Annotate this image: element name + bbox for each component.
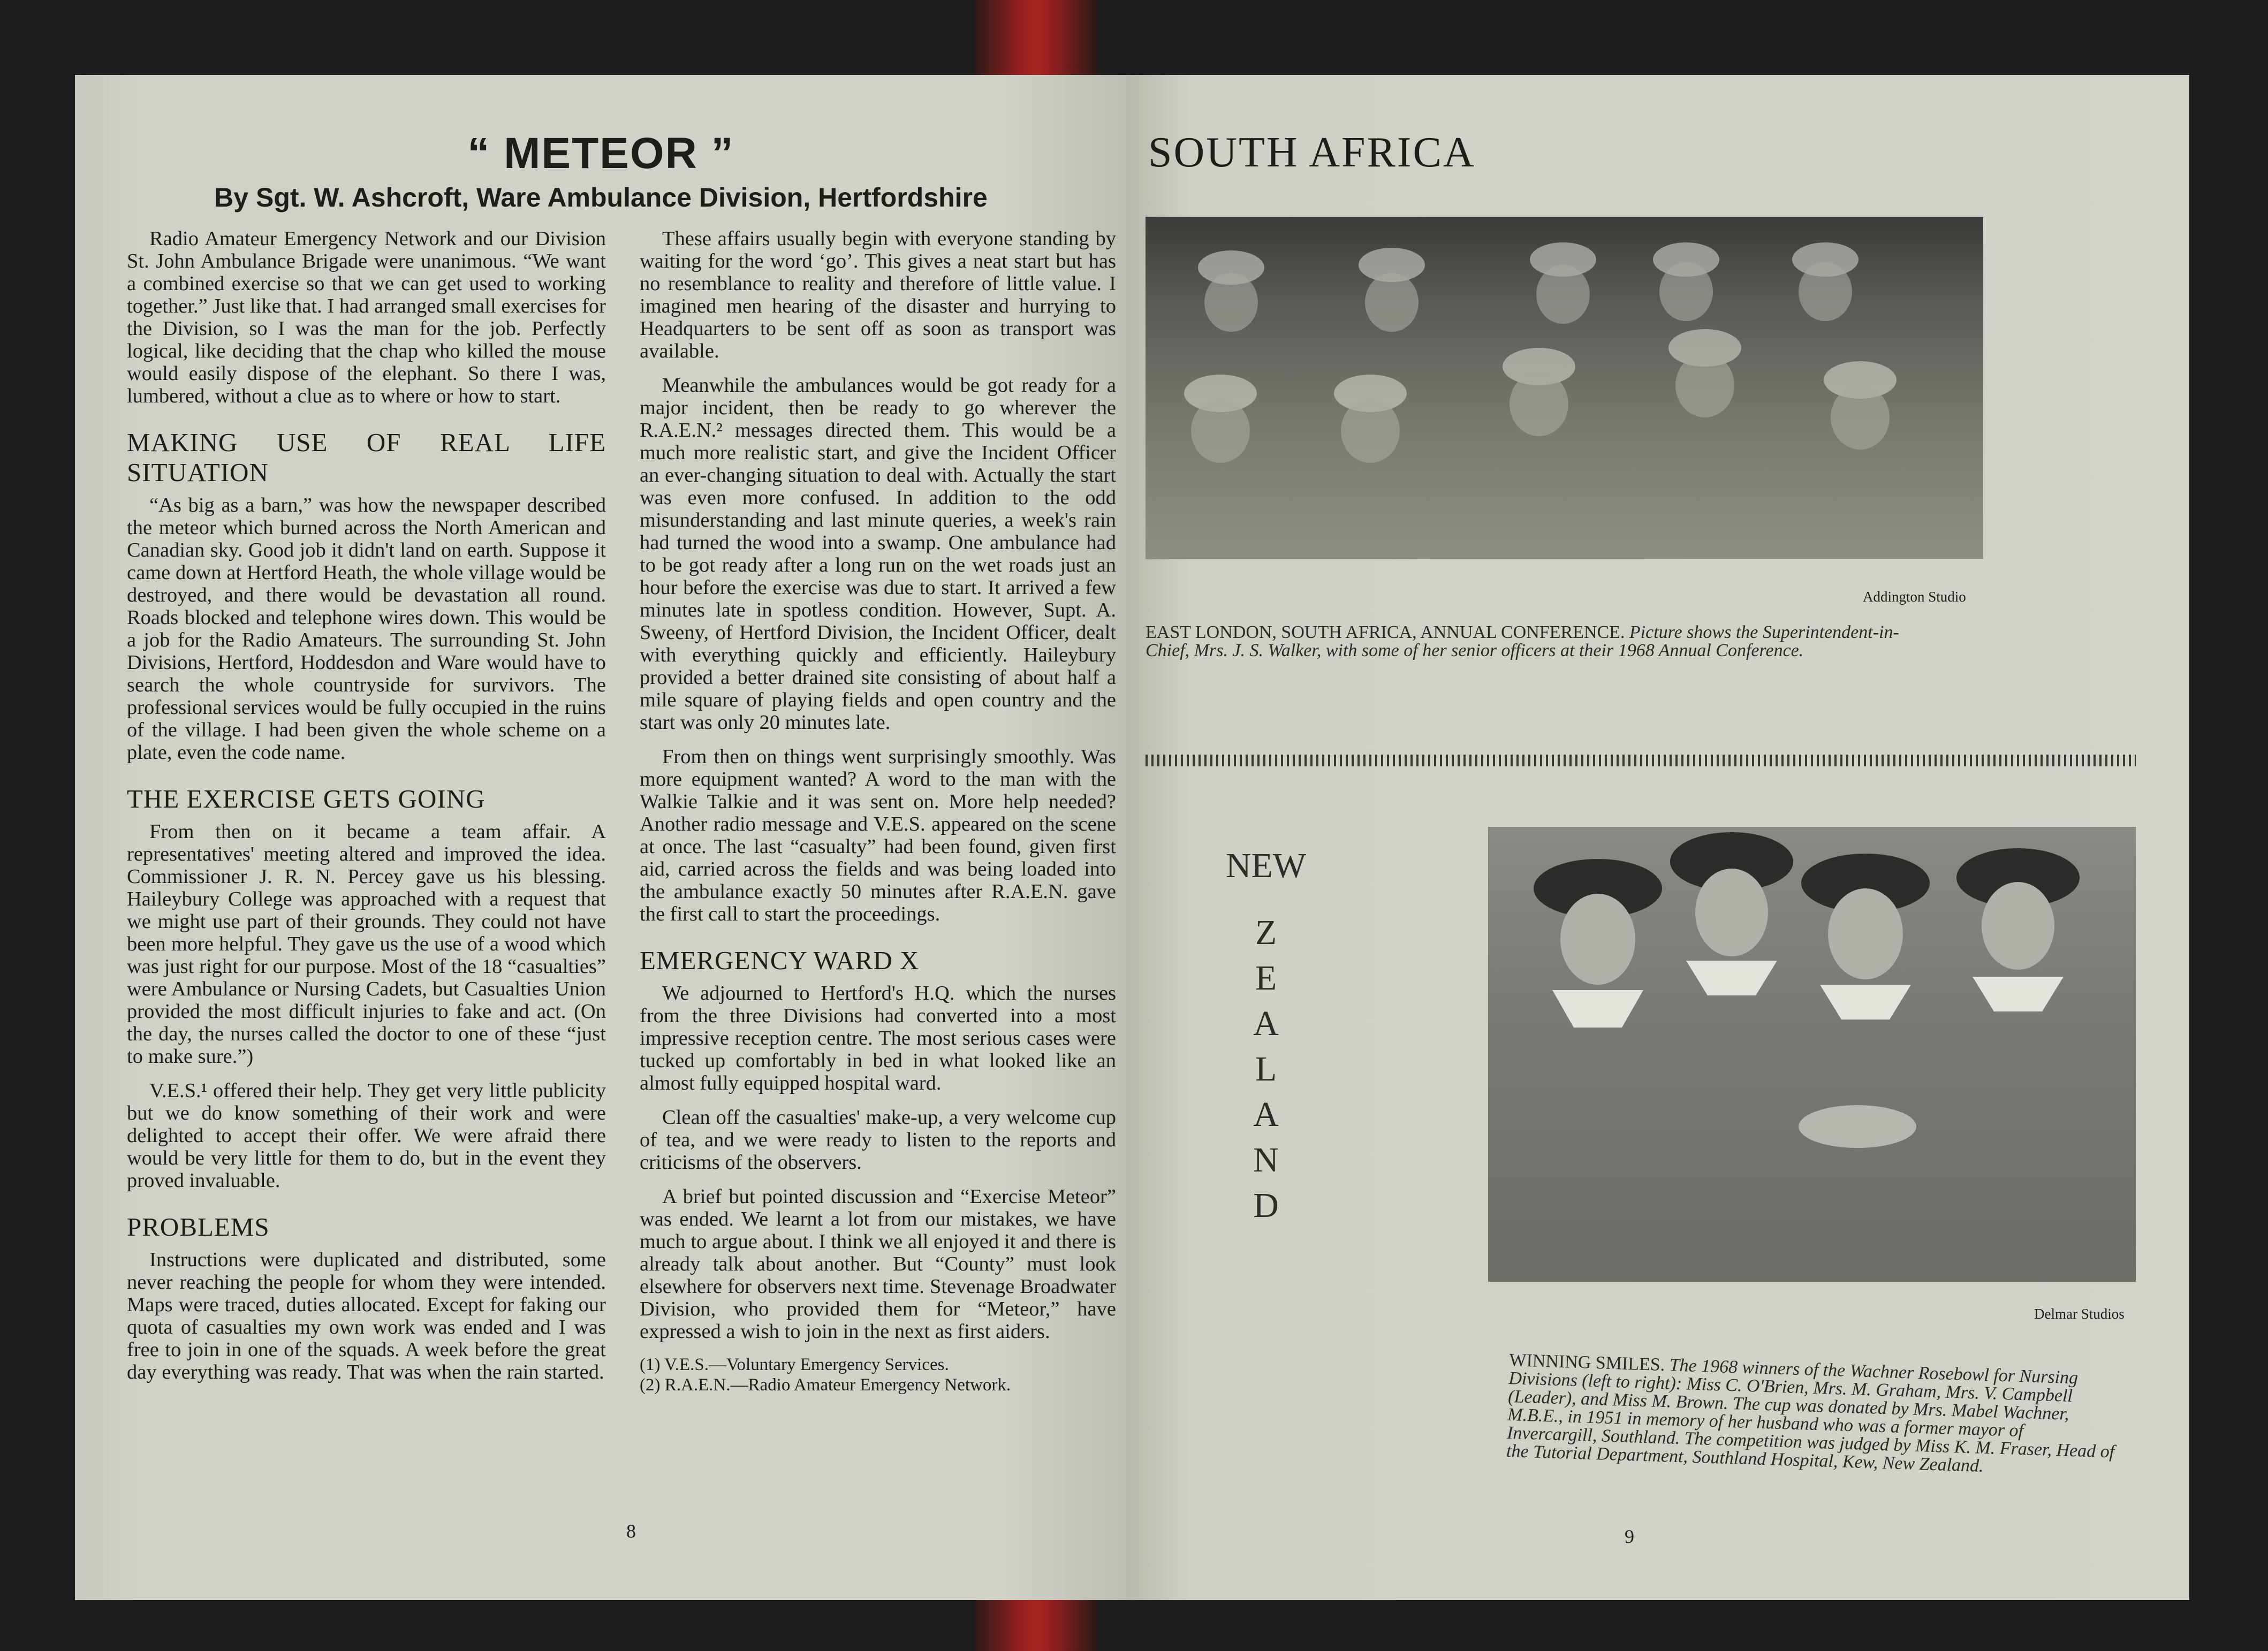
footnotes (640, 1355, 1116, 1395)
section-heading: THE EXERCISE GETS GOING (127, 784, 486, 813)
nz-letter: A (1253, 1004, 1279, 1043)
paragraph: These affairs usually begin with everyone standing by waiting for the word ‘go’. This gives a neat start but has no resemblance to reality and therefore of little value. I imagined men hearing of the disaster and hurrying to Headquarters to be sent off as soon as transport was available. (640, 227, 1116, 362)
footnote-2: (2) R.A.E.N.—Radio Amateur Emergency Network. (640, 1375, 1011, 1395)
article-column-1 (127, 227, 606, 1395)
paragraph: “As big as a barn,” was how the newspaper described the meteor which burned across the North American and Canadian sky. Good job it didn't land on earth. Suppose it came down at Hertford Heath, the whole village would be destroyed, and there would be devastation all round. Roads blocked and telephone wires down. This would be a job for the Radio Amateurs. The surrounding St. John Divisions, Hertford, Hoddesdon and Ware would have to search the whole countryside for survivors. The professional services would be fully occupied in the ruins of the village. I had been given the whole scheme on a plate, even the code name. (127, 494, 606, 764)
footnote-1: (1) V.E.S.—Voluntary Emergency Services. (640, 1355, 949, 1374)
article-byline: By Sgt. W. Ashcroft, Ware Ambulance Division, Hertfordshire (214, 182, 988, 212)
photo-credit: Addington Studio (1863, 589, 1966, 605)
caption-text: The 1968 winners of the Wachner Rosebowl for Nursing Divisions (left to right): Miss C. O'Brien, Mrs. M. Graham, Mrs. V. Campbell (Leader), and Miss M. Brown. The cup was donated by Mrs. Mabel Wachner, M.B.E., in 1951 in memory of her husband who was a former mayor of Invercargill, Southland. The competition was judged by Miss K. M. Fraser, Head of the Tutorial Department, Southland Hospital, Kew, New Zealand. (1506, 1355, 2115, 1476)
paragraph: We adjourned to Hertford's H.Q. which the nurses from the three Divisions had converted into a most impressive reception centre. The most serious cases were tucked up comfortably in bed in what looked like an almost fully equipped hospital ward. (640, 982, 1116, 1094)
nz-letter: D (1253, 1186, 1279, 1225)
section-heading: PROBLEMS (127, 1212, 270, 1242)
section-heading-south-africa: SOUTH AFRICA (1148, 129, 1476, 176)
paragraph: Radio Amateur Emergency Network and our Division St. John Ambulance Brigade were unanimous. “We want a combined exercise so that we can get used to working together.” Just like that. I had arranged small exercises for the Division, so I was the man for the job. Perfectly logical, like deciding that the chap who killed the mouse would easily dispose of the elephant. So there I was, lumbered, without a clue as to where or how to start. (127, 227, 606, 407)
paragraph: Meanwhile the ambulances would be got ready for a major incident, then be ready to go wherever the R.A.E.N.² messages directed them. This would be a much more realistic start, and give the Incident Officer an ever-changing situation to deal with. Actually the start was even more confused. In addition to the odd misunderstanding and last minute queries, a week's rain had turned the wood into a swamp. One ambulance had to be got ready after a long run on the wet roads just an hour before the exercise was due to start. It arrived a few minutes late in spotless condition. However, Supt. A. Sweeny, of Hertford Division, the Incident Officer, dealt with everything quickly and efficiently. Haileybury provided a better drained site consisting of about half a mile square of playing fields and open country and the start was only 20 minutes late. (640, 374, 1116, 734)
photo-placeholder-graphic (1488, 827, 2136, 1282)
paragraph: From then on it became a team affair. A representatives' meeting altered and improved the idea. Commissioner J. R. N. Percey gave us his blessing. Haileybury College was approached with a request that we might use part of their grounds. They could not have been more helpful. They gave us the use of a wood which was just right for our purpose. Most of the 18 “casualties” were Ambulance or Nursing Cadets, but Casualties Union provided the most difficult injuries to fake and act. (On the day, the nurses called the doctor to one of these “just to make sure.”) (127, 820, 606, 1068)
right-page (1127, 75, 2189, 1600)
paragraph: Clean off the casualties' make-up, a very welcome cup of tea, and we were ready to listen to the reports and criticisms of the observers. (640, 1106, 1116, 1174)
article-column-2 (640, 227, 1116, 1395)
caption-lead: EAST LONDON, SOUTH AFRICA, ANNUAL CONFERENCE. (1146, 622, 1625, 642)
photo-caption (1146, 623, 1911, 660)
paragraph: Instructions were duplicated and distributed, some never reaching the people for whom they were intended. Maps were traced, duties allocated. Except for faking our quota of casualties my own work was ended and I was free to join in one of the squads. A week before the great day everything was ready. That was when the rain started. (127, 1249, 606, 1383)
section-heading: EMERGENCY WARD X (640, 946, 920, 975)
caption-lead: WINNING SMILES. (1508, 1350, 1665, 1375)
nz-letter: Z (1255, 913, 1277, 952)
article-title: “ METEOR ” (467, 129, 734, 178)
section-heading: MAKING USE OF REAL LIFE SITUATION (127, 428, 606, 487)
photo-placeholder-graphic (1146, 217, 1983, 559)
photo-new-zealand-winners (1488, 827, 2136, 1282)
photo-caption (1506, 1351, 2120, 1480)
paragraph: V.E.S.¹ offered their help. They get very little publicity but we do know something of their work and were delighted to accept their offer. We were afraid there would be very little for them to do, but in the event they proved invaluable. (127, 1079, 606, 1192)
paragraph: A brief but pointed discussion and “Exercise Meteor” was ended. We learnt a lot from our mistakes, we have much to argue about. I think we all enjoyed it and there is already talk about another. But “County” must look elsewhere for observers next time. Stevenage Broadwater Division, who provided them for “Meteor,” have expressed a wish to join in the next as first aiders. (640, 1185, 1116, 1343)
photo-south-africa-officers (1146, 217, 1983, 559)
photo-credit: Delmar Studios (2034, 1306, 2125, 1322)
page-number: 8 (626, 1520, 636, 1542)
left-page (75, 75, 1127, 1600)
nz-letter: N (1253, 1140, 1279, 1180)
nz-letter: E (1255, 958, 1277, 998)
nz-letter: A (1253, 1095, 1279, 1134)
caption-text: Picture shows the Superintendent-in-Chief, Mrs. J. S. Walker, with some of her senior officers at their 1968 Annual Conference. (1146, 622, 1899, 660)
page-number: 9 (1625, 1526, 1634, 1547)
nz-letter: NEW (1225, 846, 1307, 885)
paragraph: From then on things went surprisingly smoothly. Was more equipment wanted? A word to the man with the Walkie Talkie and it was sent on. More help needed? Another radio message and V.E.S. appeared on the scene at once. The last “casualty” had been found, given first aid, carried across the fields and was being loaded into the ambulance exactly 50 minutes after R.A.E.N. gave the first call to start the proceedings. (640, 745, 1116, 925)
decorative-divider (1146, 755, 2136, 766)
nz-letter: L (1255, 1049, 1277, 1089)
